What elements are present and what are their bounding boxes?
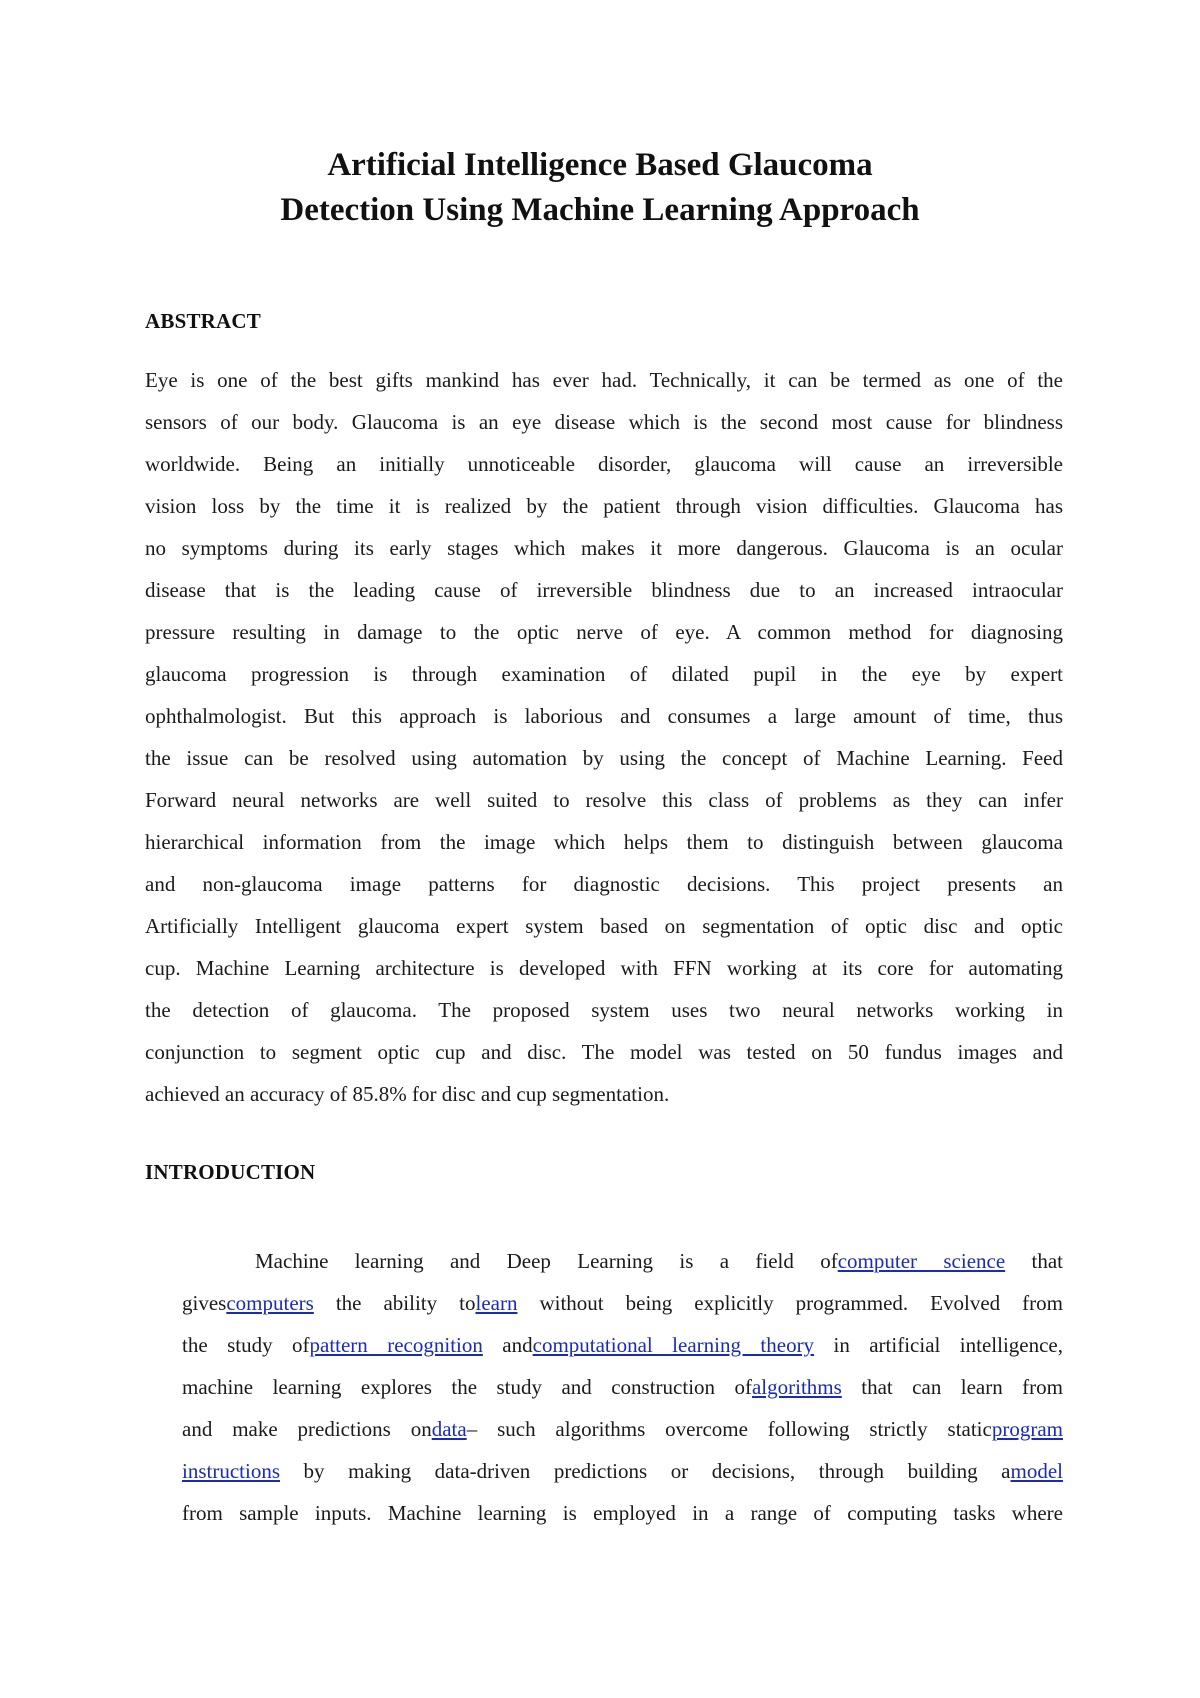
link-computers[interactable]: computers bbox=[226, 1291, 314, 1315]
abstract-line: hierarchical information from the image which helps them to distinguish between glaucoma bbox=[145, 830, 1063, 854]
abstract-line: ophthalmologist. But this approach is laborious and consumes a large amount of time, thus bbox=[145, 704, 1063, 728]
paper-title-line-1: Artificial Intelligence Based Glaucoma bbox=[327, 147, 873, 183]
abstract-line: worldwide. Being an initially unnoticeable disorder, glaucoma will cause an irreversible bbox=[145, 452, 1063, 476]
abstract-body bbox=[145, 359, 1063, 1115]
paper-title bbox=[100, 143, 1100, 233]
intro-text: Machine learning and Deep Learning is a field of bbox=[255, 1249, 838, 1273]
abstract-line: the issue can be resolved using automation by using the concept of Machine Learning. Feed bbox=[145, 746, 1063, 770]
abstract-line: vision loss by the time it is realized by the patient through vision difficulties. Glaucoma has bbox=[145, 494, 1063, 518]
abstract-line: conjunction to segment optic cup and disc. The model was tested on 50 fundus images and bbox=[145, 1040, 1063, 1064]
intro-line: from sample inputs. Machine learning is employed in a range of computing tasks where bbox=[182, 1501, 1063, 1525]
intro-line bbox=[182, 1282, 1063, 1324]
intro-text: – such algorithms overcome following strictly static bbox=[466, 1417, 992, 1441]
link-learn[interactable]: learn bbox=[475, 1291, 518, 1315]
paper-title-line-2: Detection Using Machine Learning Approach bbox=[280, 192, 920, 228]
intro-text: the study of bbox=[182, 1333, 310, 1357]
intro-text: by making data-driven predictions or decisions, through building a bbox=[280, 1459, 1011, 1483]
link-instructions[interactable]: instructions bbox=[182, 1459, 280, 1483]
link-pattern-recognition[interactable]: pattern recognition bbox=[309, 1333, 483, 1357]
abstract-line: Forward neural networks are well suited to resolve this class of problems as they can infer bbox=[145, 788, 1063, 812]
abstract-line: cup. Machine Learning architecture is developed with FFN working at its core for automating bbox=[145, 956, 1063, 980]
link-computer-science[interactable]: computer science bbox=[837, 1249, 1006, 1273]
intro-line bbox=[182, 1366, 1063, 1408]
abstract-line: the detection of glaucoma. The proposed system uses two neural networks working in bbox=[145, 998, 1063, 1022]
link-program[interactable]: program bbox=[991, 1417, 1063, 1441]
intro-text: in artificial intelligence, bbox=[814, 1333, 1063, 1357]
intro-text: machine learning explores the study and construction of bbox=[182, 1375, 752, 1399]
introduction-body bbox=[182, 1240, 1063, 1534]
abstract-line: pressure resulting in damage to the optic nerve of eye. A common method for diagnosing bbox=[145, 620, 1063, 644]
intro-line bbox=[182, 1450, 1063, 1492]
abstract-line: Artificially Intelligent glaucoma expert system based on segmentation of optic disc and optic bbox=[145, 914, 1063, 938]
link-computational-learning-theory[interactable]: computational learning theory bbox=[532, 1333, 815, 1357]
intro-line bbox=[182, 1408, 1063, 1450]
link-model[interactable]: model bbox=[1010, 1459, 1063, 1483]
abstract-line: Eye is one of the best gifts mankind has ever had. Technically, it can be termed as one of the bbox=[145, 368, 1063, 392]
intro-text: that bbox=[1005, 1249, 1063, 1273]
abstract-line: disease that is the leading cause of irreversible blindness due to an increased intraocular bbox=[145, 578, 1063, 602]
link-algorithms[interactable]: algorithms bbox=[751, 1375, 842, 1399]
abstract-line: achieved an accuracy of 85.8% for disc and cup segmentation. bbox=[145, 1082, 670, 1106]
intro-text: the ability to bbox=[313, 1291, 476, 1315]
intro-text: without being explicitly programmed. Evolved from bbox=[517, 1291, 1063, 1315]
abstract-line: sensors of our body. Glaucoma is an eye disease which is the second most cause for blindness bbox=[145, 410, 1063, 434]
abstract-line: glaucoma progression is through examination of dilated pupil in the eye by expert bbox=[145, 662, 1063, 686]
abstract-heading: ABSTRACT bbox=[145, 309, 261, 333]
intro-line bbox=[182, 1240, 1063, 1282]
abstract-line: and non-glaucoma image patterns for diagnostic decisions. This project presents an bbox=[145, 872, 1063, 896]
intro-text: and bbox=[482, 1333, 533, 1357]
link-data[interactable]: data bbox=[431, 1417, 467, 1441]
intro-text: and make predictions on bbox=[182, 1417, 432, 1441]
abstract-line: no symptoms during its early stages which makes it more dangerous. Glaucoma is an ocular bbox=[145, 536, 1063, 560]
intro-text: that can learn from bbox=[841, 1375, 1063, 1399]
introduction-heading: INTRODUCTION bbox=[145, 1160, 316, 1184]
intro-line bbox=[182, 1324, 1063, 1366]
intro-text: gives bbox=[182, 1291, 227, 1315]
